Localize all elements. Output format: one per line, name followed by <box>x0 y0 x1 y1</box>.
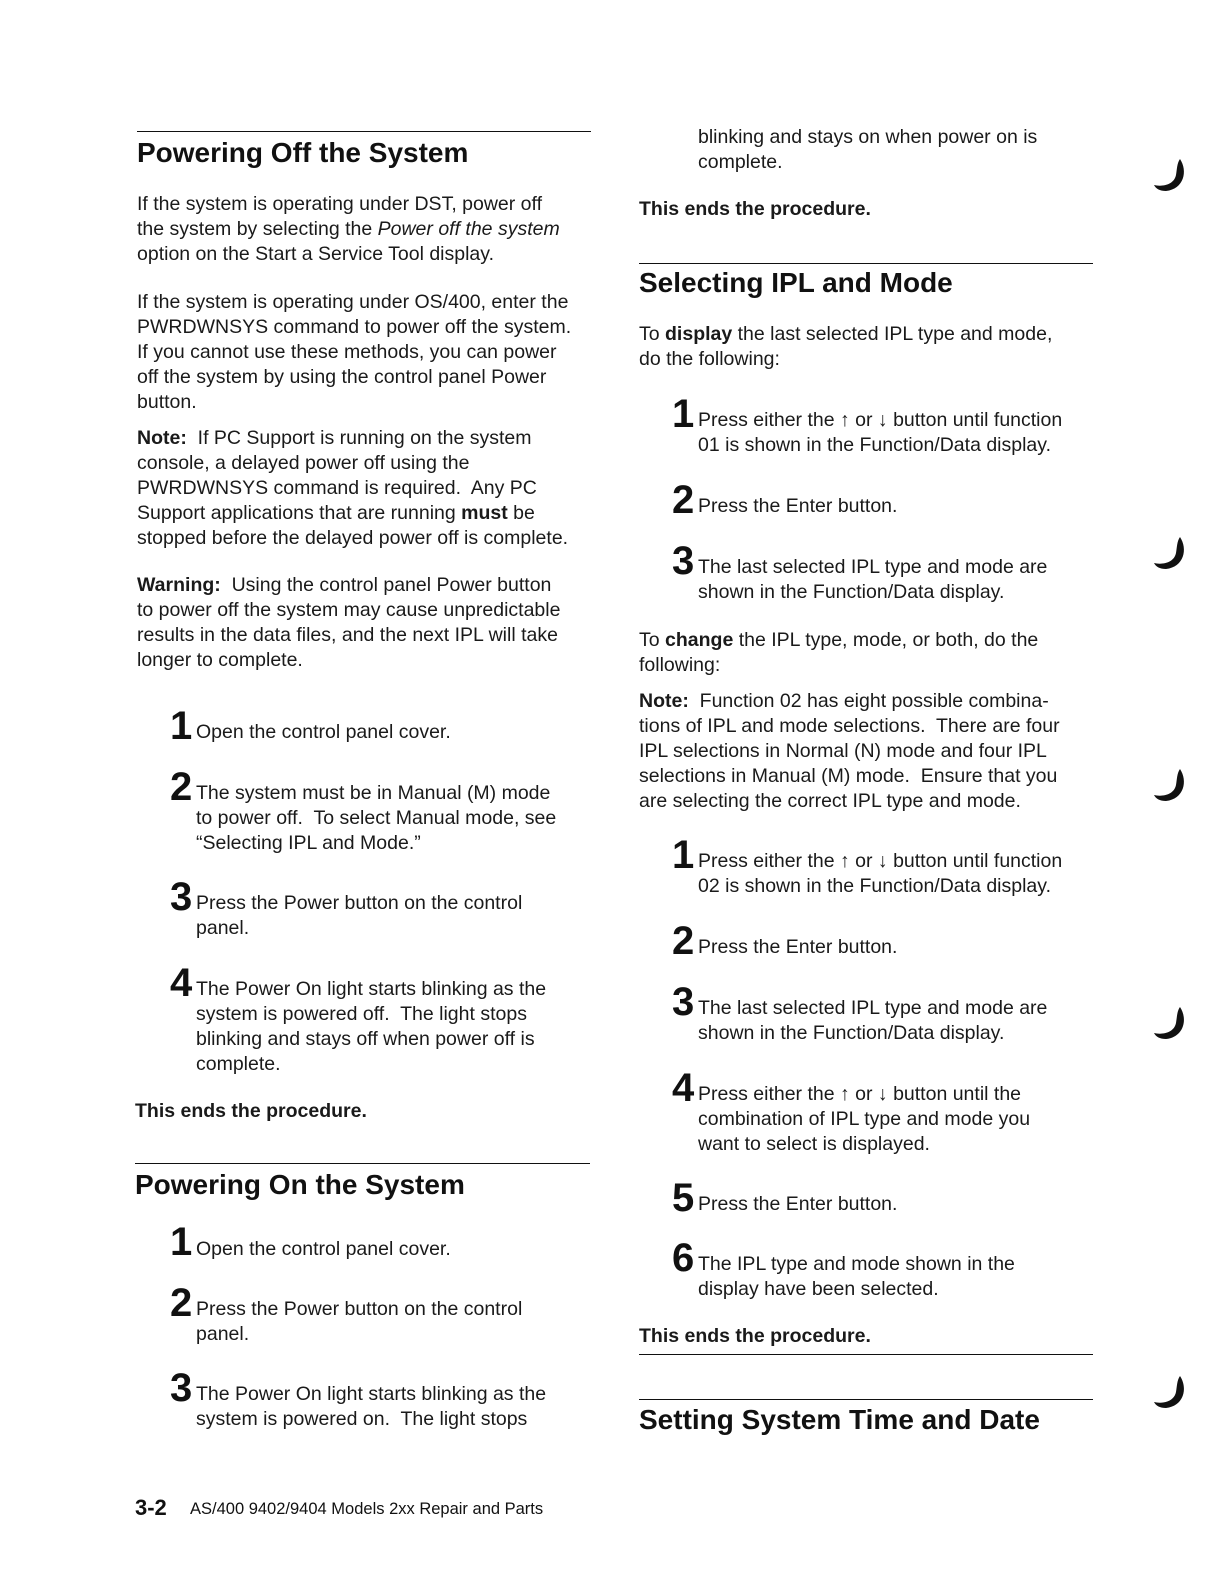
warning-power-button: Warning: Using the control panel Power button to power off the system may cause unpredictable results in the data files, and the next IPL will take longer to complete. <box>137 574 561 671</box>
procedure-end: This ends the procedure. <box>639 198 871 220</box>
step-number: 2 <box>170 1281 193 1325</box>
book-title: AS/400 9402/9404 Models 2xx Repair and Parts <box>190 1500 544 1518</box>
note-pc-support: Note: If PC Support is running on the system console, a delayed power off using the PWRDWNSYS command is required. Any PC Support applications that are running must be stopped before the delayed power off is complete. <box>137 427 569 549</box>
step-number: 4 <box>170 961 193 1005</box>
binder-hook-icon <box>1150 1372 1190 1412</box>
procedure-end-rule <box>639 1354 1093 1355</box>
step-number: 1 <box>672 833 695 877</box>
section-rule <box>135 1163 590 1164</box>
section-rule <box>639 263 1093 264</box>
section-title-powering-on: Powering On the System <box>135 1169 465 1200</box>
step-number: 3 <box>672 539 695 583</box>
step-text: Open the control panel cover. <box>196 1238 451 1260</box>
step-number: 1 <box>170 704 193 748</box>
step-number: 2 <box>672 478 695 522</box>
binder-hook-icon <box>1150 1003 1190 1043</box>
step-text: Press the Enter button. <box>698 495 898 517</box>
step-text: The Power On light starts blinking as the system is powered on. The light stops <box>196 1383 547 1430</box>
step-text-continued: blinking and stays on when power on is complete. <box>698 126 1038 173</box>
step-text: Press the Enter button. <box>698 1193 898 1215</box>
binder-hook-icon <box>1150 155 1190 195</box>
section-title-setting-time: Setting System Time and Date <box>639 1404 1040 1435</box>
step-text: Press either the ↑ or ↓ button until the combination of IPL type and mode you want to select is displayed. <box>698 1083 1031 1155</box>
step-number: 3 <box>170 1366 193 1410</box>
step-number: 2 <box>672 919 695 963</box>
step-text: The system must be in Manual (M) mode to power off. To select Manual mode, see “Selecting IPL and Mode.” <box>196 782 557 854</box>
paragraph-change: To change the IPL type, mode, or both, do the following: <box>639 629 1039 676</box>
step-number: 4 <box>672 1066 695 1110</box>
step-number: 6 <box>672 1236 695 1280</box>
page-number: 3-2 <box>135 1495 167 1520</box>
binder-hook-icon <box>1150 533 1190 573</box>
step-text: Press either the ↑ or ↓ button until function 01 is shown in the Function/Data display. <box>698 409 1063 456</box>
paragraph-os400: If the system is operating under OS/400, enter the PWRDWNSYS command to power off the system. If you cannot use these methods, you can power off the system by using the control panel Power button. <box>137 291 572 413</box>
step-text: Press the Power button on the control panel. <box>196 892 523 939</box>
paragraph-dst: If the system is operating under DST, power off the system by selecting the Power off the system option on the Start a Service Tool display. <box>137 193 560 265</box>
section-title-powering-off: Powering Off the System <box>137 137 469 168</box>
section-rule <box>137 131 591 132</box>
step-number: 3 <box>170 875 193 919</box>
step-text: Press the Enter button. <box>698 936 898 958</box>
step-text: The last selected IPL type and mode are shown in the Function/Data display. <box>698 556 1048 603</box>
procedure-end: This ends the procedure. <box>135 1100 367 1122</box>
step-text: The Power On light starts blinking as the system is powered off. The light stops blinking and stays off when power off is complete. <box>196 978 547 1075</box>
step-number: 2 <box>170 765 193 809</box>
section-title-selecting-ipl: Selecting IPL and Mode <box>639 267 953 298</box>
step-text: The last selected IPL type and mode are shown in the Function/Data display. <box>698 997 1048 1044</box>
step-text: Press the Power button on the control panel. <box>196 1298 523 1345</box>
step-number: 5 <box>672 1176 695 1220</box>
step-text: Open the control panel cover. <box>196 721 451 743</box>
paragraph-display: To display the last selected IPL type and mode, do the following: <box>639 323 1053 370</box>
section-rule <box>639 1399 1093 1400</box>
binder-hook-icon <box>1150 765 1190 805</box>
step-text: The IPL type and mode shown in the display have been selected. <box>698 1253 1015 1300</box>
step-number: 1 <box>672 392 695 436</box>
note-function-02: Note: Function 02 has eight possible combina- tions of IPL and mode selections. There are four IPL selections in Normal (N) mode and four IPL selections in Manual (M) mode. Ensure that you are selecting the correct IPL type and mode. <box>639 690 1060 812</box>
step-number: 3 <box>672 980 695 1024</box>
procedure-end: This ends the procedure. <box>639 1325 871 1347</box>
step-text: Press either the ↑ or ↓ button until function 02 is shown in the Function/Data display. <box>698 850 1063 897</box>
step-number: 1 <box>170 1220 193 1264</box>
